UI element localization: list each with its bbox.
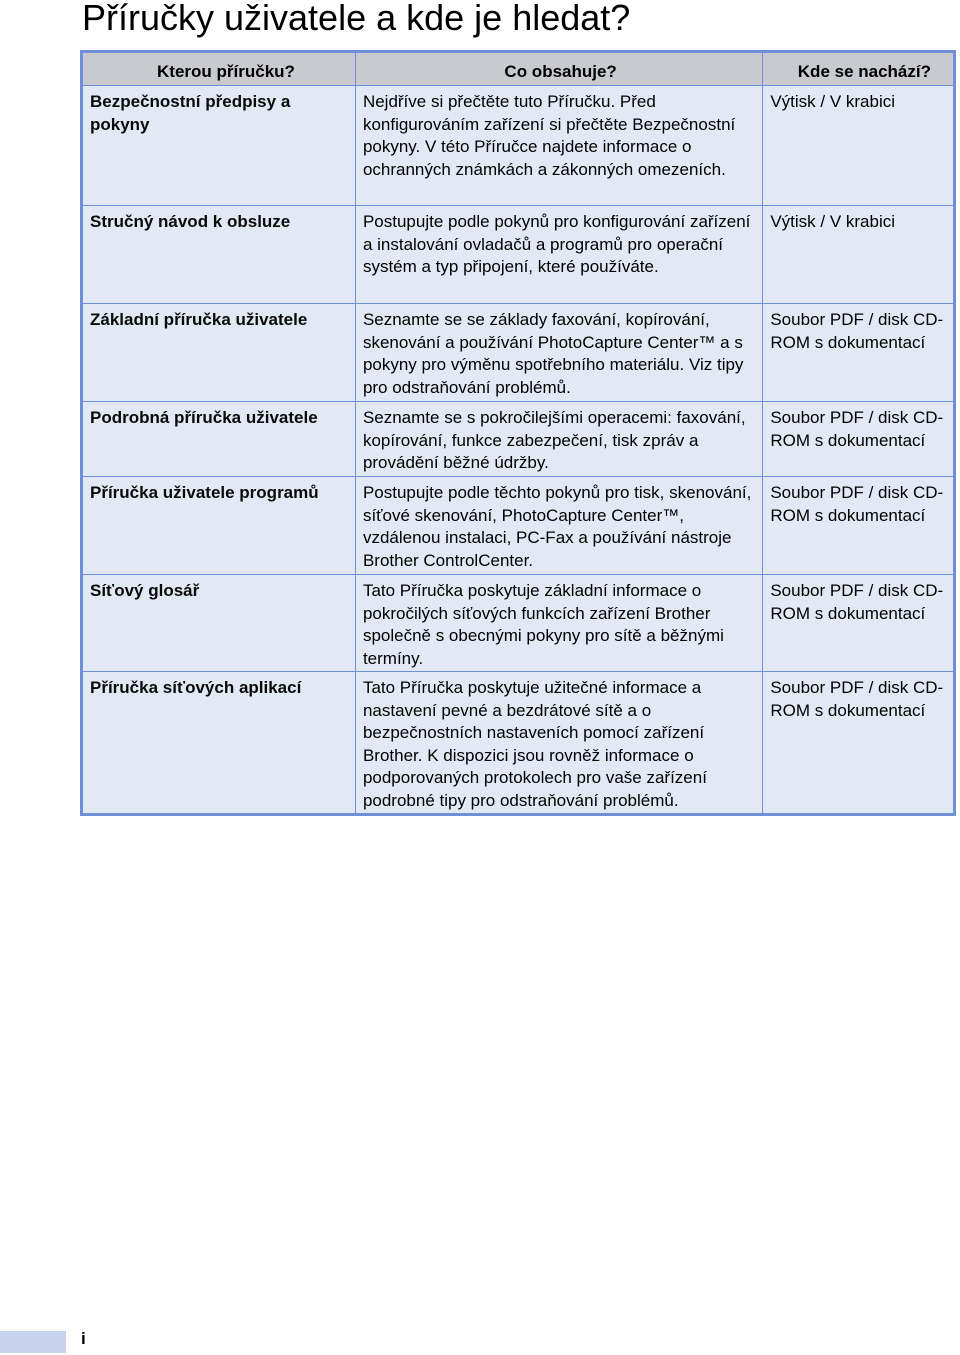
- guide-description: Postupujte podle těchto pokynů pro tisk, skenování, síťové skenování, PhotoCapture Center™, vzdálenou instalaci, PC-Fax a používání nástroje Brother ControlCenter.: [355, 477, 762, 575]
- guide-description: Seznamte se s pokročilejšími operacemi: faxování, kopírování, funkce zabezpečení, tisk zpráv a provádění běžné údržby.: [355, 402, 762, 477]
- header-contents: Co obsahuje?: [355, 52, 762, 86]
- guide-name: Síťový glosář: [82, 575, 356, 672]
- guide-name: Stručný návod k obsluze: [82, 206, 356, 304]
- guide-description: Seznamte se se základy faxování, kopírování, skenování a používání PhotoCapture Center™ a s pokyny pro výměnu spotřebního materiálu. Viz tipy pro odstraňování problémů.: [355, 304, 762, 402]
- guide-location: Soubor PDF / disk CD-ROM s dokumentací: [763, 672, 955, 815]
- guide-location: Soubor PDF / disk CD-ROM s dokumentací: [763, 304, 955, 402]
- table-row: [82, 402, 955, 477]
- table-row: [82, 575, 955, 672]
- table-row: [82, 477, 955, 575]
- guide-description: Tato Příručka poskytuje základní informace o pokročilých síťových funkcích zařízení Brother společně s obecnými pokyny pro sítě a běžnými termíny.: [355, 575, 762, 672]
- guide-name: Příručka uživatele programů: [82, 477, 356, 575]
- guide-description: Postupujte podle pokynů pro konfigurování zařízení a instalování ovladačů a programů pro operační systém a typ připojení, které používáte.: [355, 206, 762, 304]
- guides-table: [80, 50, 956, 816]
- guide-name: Bezpečnostní předpisy a pokyny: [82, 86, 356, 206]
- guide-location: Výtisk / V krabici: [763, 206, 955, 304]
- guide-description: Nejdříve si přečtěte tuto Příručku. Před konfigurováním zařízení si přečtěte Bezpečnostní pokyny. V této Příručce najdete informace o ochranných známkách a zákonných omezeních.: [355, 86, 762, 206]
- page-number: i: [81, 1329, 86, 1348]
- guide-name: Příručka síťových aplikací: [82, 672, 356, 815]
- guide-name: Podrobná příručka uživatele: [82, 402, 356, 477]
- table-row: [82, 206, 955, 304]
- header-which-guide: Kterou příručku?: [82, 52, 356, 86]
- guide-location: Výtisk / V krabici: [763, 86, 955, 206]
- guide-description: Tato Příručka poskytuje užitečné informace a nastavení pevné a bezdrátové sítě a o bezpečnostních nastaveních pomocí zařízení Brother. K dispozici jsou rovněž informace o podporovaných protokolech pro vaše zařízení podrobné tipy pro odstraňování problémů.: [355, 672, 762, 815]
- guide-location: Soubor PDF / disk CD-ROM s dokumentací: [763, 402, 955, 477]
- guide-location: Soubor PDF / disk CD-ROM s dokumentací: [763, 575, 955, 672]
- table-header-row: [82, 52, 955, 86]
- table-row: [82, 86, 955, 206]
- header-location: Kde se nachází?: [763, 52, 955, 86]
- table-row: [82, 672, 955, 815]
- table-row: [82, 304, 955, 402]
- page-title: Příručky uživatele a kde je hledat?: [82, 0, 631, 38]
- guide-location: Soubor PDF / disk CD-ROM s dokumentací: [763, 477, 955, 575]
- guide-name: Základní příručka uživatele: [82, 304, 356, 402]
- footer-tab-bar: [0, 1331, 66, 1353]
